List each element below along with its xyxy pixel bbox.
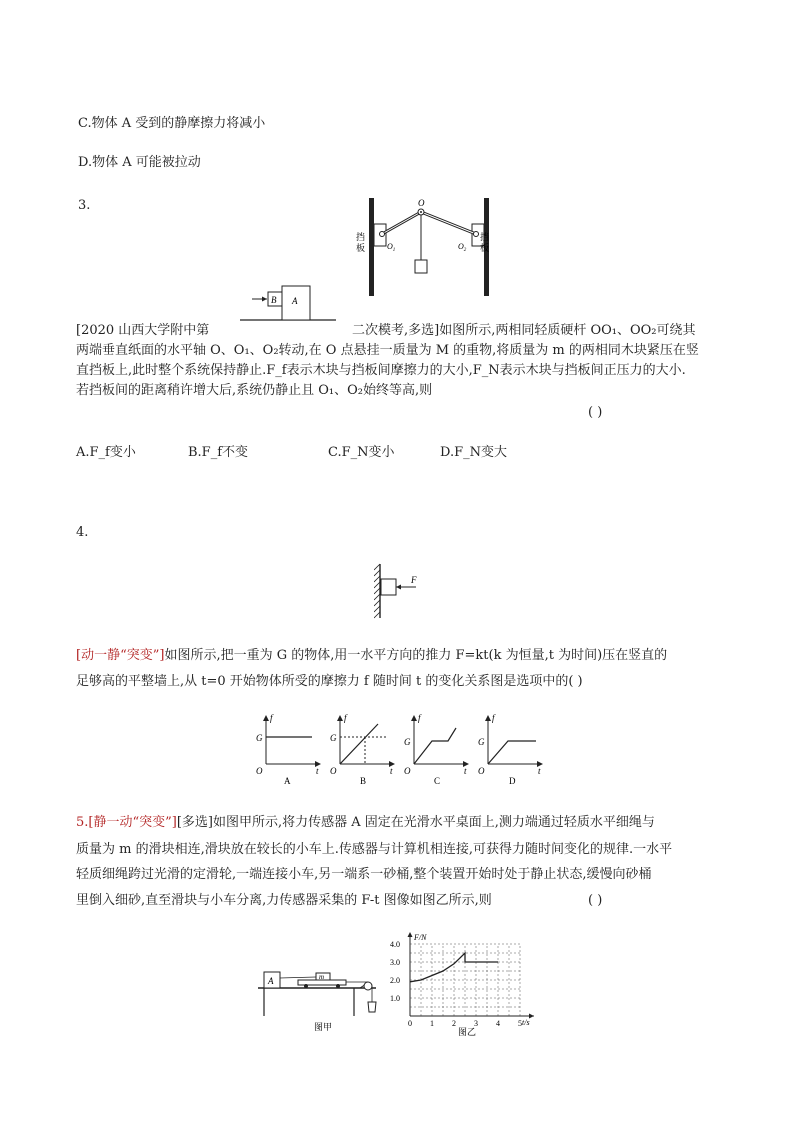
y-tick-label: 4.0 <box>390 940 400 949</box>
svg-text:O: O <box>478 766 485 776</box>
y-tick-label: 2.0 <box>390 976 400 985</box>
svg-text:G: G <box>256 733 263 743</box>
q4-line2: 足够高的平整墙上,从 t=0 开始物体所受的摩擦力 f 随时间 t 的变化关系图是选项中的( ) <box>76 674 583 689</box>
svg-text:G: G <box>404 737 411 747</box>
y-tick-label: 1.0 <box>390 994 400 1003</box>
y-axis-label: F/N <box>414 933 427 942</box>
q3-option-a: A.F_f变小 <box>76 445 136 460</box>
label-o1: $O_1$ <box>387 242 396 253</box>
q5-figure-jia <box>256 966 386 1042</box>
q4-option-graphs <box>252 712 546 786</box>
q4-figure-wall <box>374 562 430 620</box>
x-tick-label: 3 <box>474 1019 478 1028</box>
svg-text:t: t <box>538 766 541 776</box>
graph-c <box>404 713 468 786</box>
q4-line1: [动一静“突变”]如图所示,把一重为 G 的物体,用一水平方向的推力 F=kt(k 为恒量,t 为时间)压在竖直的 <box>76 648 668 663</box>
x-axis-label: t/s <box>522 1018 530 1027</box>
q4-tag: [动一静“突变”] <box>76 648 165 663</box>
y-tick-label: 3.0 <box>390 958 400 967</box>
q3-figure-hanging-blocks <box>355 196 495 300</box>
label-sensor: A <box>268 976 274 986</box>
svg-text:f: f <box>270 713 273 723</box>
q3-line1-right: 二次模考,多选]如图所示,两相同轻质硬杆 OO₁、OO₂可绕其 <box>352 323 696 338</box>
q3-option-d: D.F_N变大 <box>440 445 507 460</box>
q3-line3: 直挡板上,此时整个系统保持静止.F_f表示木块与挡板间摩擦力的大小,F_N表示木块与挡板间正压力的大小. <box>76 363 686 378</box>
svg-text:f: f <box>344 713 347 723</box>
q3-answer-paren: ( ) <box>588 405 603 420</box>
label-right-board-1: 挡 <box>480 232 490 242</box>
caption-jia: 图甲 <box>314 1022 333 1032</box>
x-tick-label: 2 <box>452 1019 456 1028</box>
x-tick-label: 5 <box>518 1019 522 1028</box>
svg-text:f: f <box>418 713 421 723</box>
q5-line3: 轻质细绳跨过光滑的定滑轮,一端连接小车,另一端系一砂桶,整个装置开始时处于静止状态,缓慢向砂桶 <box>76 867 652 882</box>
q3-line2: 两端垂直纸面的水平轴 O、O₁、O₂转动,在 O 点悬挂一质量为 M 的重物,将质量为 m 的两相同木块紧压在竖 <box>76 343 699 358</box>
label-slider: m <box>319 973 325 981</box>
svg-text:f: f <box>492 713 495 723</box>
q2-option-c: C.物体 A 受到的静摩擦力将减小 <box>78 116 266 131</box>
x-tick-label: 0 <box>408 1019 412 1028</box>
graph-b <box>330 713 394 786</box>
q5-line4: 里倒入细砂,直至滑块与小车分离,力传感器采集的 F-t 图像如图乙所示,则 <box>76 893 492 908</box>
x-tick-label: 4 <box>496 1019 500 1028</box>
svg-text:B: B <box>360 776 367 786</box>
svg-text:C: C <box>434 776 441 786</box>
svg-text:A: A <box>284 776 291 786</box>
pulley <box>364 982 372 990</box>
hanging-weight <box>415 260 427 273</box>
q3-option-b: B.F_f不变 <box>188 445 249 460</box>
left-board <box>369 198 374 296</box>
label-o2: $O_2$ <box>458 242 467 253</box>
label-a: A <box>292 296 298 306</box>
svg-text:O: O <box>404 766 411 776</box>
svg-text:O: O <box>256 766 263 776</box>
q3-line4: 若挡板间的距离稍许增大后,系统仍静止且 O₁、O₂始终等高,则 <box>76 383 433 398</box>
label-left-board-1: 挡 <box>356 232 366 242</box>
svg-text:G: G <box>330 733 337 743</box>
q5-line1: 5.[静一动“突变”][多选]如图甲所示,将力传感器 A 固定在光滑水平桌面上,测力端通过轻质水平细绳与 <box>76 815 655 830</box>
q3-option-c: C.F_N变小 <box>328 445 395 460</box>
caption-yi: 图乙 <box>458 1027 477 1037</box>
label-left-board-2: 板 <box>356 243 366 253</box>
q5-tag: 5.[静一动“突变”] <box>76 815 177 830</box>
svg-text:t: t <box>464 766 467 776</box>
q5-line2: 质量为 m 的滑块相连,滑块放在较长的小车上.传感器与计算机相连接,可获得力随时间变化的规律.一水平 <box>76 842 673 857</box>
svg-text:D: D <box>509 776 516 786</box>
wall-hatch <box>374 564 380 618</box>
q5-answer-paren: ( ) <box>588 893 603 908</box>
pivot-o2 <box>474 232 479 237</box>
svg-text:O: O <box>330 766 337 776</box>
q2-option-d: D.物体 A 可能被拉动 <box>78 155 201 170</box>
q3-figure-pushed-blocks <box>240 282 340 322</box>
q3-line1-left: [2020 山西大学附中第 <box>76 323 210 338</box>
label-b: B <box>271 295 277 305</box>
graph-a <box>256 713 320 786</box>
svg-text:G: G <box>478 737 485 747</box>
graph-d <box>478 713 542 786</box>
svg-text:t: t <box>316 766 319 776</box>
q4-number: 4. <box>76 525 89 540</box>
svg-text:t: t <box>390 766 393 776</box>
pressed-block <box>381 579 396 595</box>
x-tick-label: 1 <box>430 1019 434 1028</box>
label-f: F <box>411 575 417 585</box>
sand-bucket <box>368 1002 376 1012</box>
q3-number: 3. <box>78 198 91 213</box>
q5-figure-yi-chart <box>388 926 538 1038</box>
label-right-board-2: 板 <box>480 243 490 253</box>
pivot-o1 <box>380 232 385 237</box>
label-o: O <box>418 198 425 208</box>
